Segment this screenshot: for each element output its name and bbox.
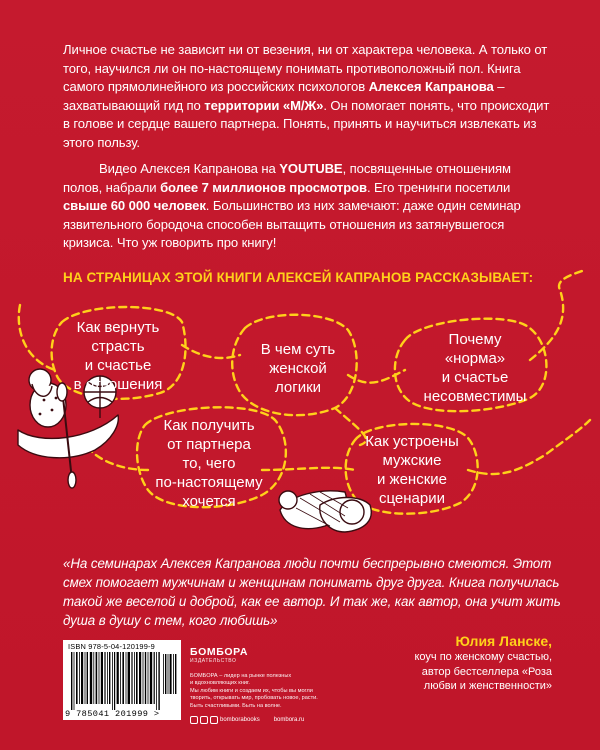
topic-2-line-1: В чем суть	[260, 341, 336, 358]
topic-4-line-3: то, чего	[182, 455, 236, 472]
topic-5-line-3: и женские	[377, 471, 447, 488]
publisher-desc-line-3: Мы любим книги и создаем их, чтобы вы могли	[190, 687, 313, 694]
rower-oar-blade-bottom	[68, 472, 76, 488]
publisher-description	[190, 673, 380, 710]
review-quote: «На семинарах Алексея Капранова люди почти беспрерывно смеются. Этот смех помогает мужчинам и женщинам понимать друг друга. Книга получилась такой же веселой и доброй, как ее автор. И так же, как автор, она учит жить душа в душу с тем, кого любишь»	[63, 556, 561, 628]
publisher-social-handle: bomborabooks	[220, 717, 260, 724]
publisher-logo-sub: ИЗДАТЕЛЬСТВО	[190, 658, 237, 664]
views-bold: более 7 миллионов просмотров	[160, 179, 367, 195]
topic-bubble-5	[352, 432, 472, 508]
youtube-icon	[200, 716, 208, 724]
topics-headline: НА СТРАНИЦАХ ЭТОЙ КНИГИ АЛЕКСЕЙ КАПРАНОВ РАССКАЗЫВАЕТ:	[63, 270, 534, 285]
attendees-bold: свыше 60 000 человек	[63, 198, 206, 213]
barcode-number: 9 785041 201999 >	[65, 709, 160, 719]
topic-bubble-4	[148, 416, 270, 511]
quote-author-bestseller-1: автор бестселлера «Роза	[421, 665, 552, 678]
intro-p1-part-c: – захватывающий гид по	[63, 79, 505, 113]
intro-p1-part-a: Личное счастье не зависит ни от везения, ни от характера человека. А только от того, научился ли он по-настоящему понимать противоположный пол. Книга самого прямолинейного из российских психологов	[63, 42, 548, 94]
territory-bold: территории «М/Ж»	[204, 97, 324, 113]
topic-2-line-3: логики	[274, 379, 322, 396]
topic-2-line-2: женской	[269, 360, 327, 377]
vk-icon	[190, 716, 198, 724]
publisher-website: bombora.ru	[273, 717, 305, 724]
intro-p2-part-c: , посвященные отношениям полов, набрали	[63, 161, 511, 195]
quote-author-role: коуч по женскому счастью,	[414, 651, 552, 663]
topic-5-line-1: Как устроены	[365, 433, 459, 450]
topic-5-line-2: мужские	[382, 452, 442, 469]
topic-1-line-1: Как вернуть	[76, 319, 160, 336]
quote-author-name: Юлия Ланске,	[455, 633, 552, 649]
topic-bubble-2	[248, 340, 348, 397]
isbn-label: ISBN 978-5-04-120199-9	[68, 642, 155, 651]
topic-1-line-3: и счастье	[84, 357, 152, 374]
rower-oar	[62, 388, 72, 480]
quote-author-bestseller-2: любви и женственности»	[423, 680, 552, 692]
publisher-social	[190, 716, 380, 724]
topic-1-line-4: в отношения	[73, 376, 163, 393]
topic-3-line-1: Почему	[448, 331, 502, 348]
topic-3-line-3: и счастье	[441, 369, 509, 386]
topic-bubble-3	[410, 330, 540, 406]
intro-p2-part-g: . Большинство из них замечают: даже один семинар язвительного бородоча способен вытащить отношения из затянувшегося кризиса. Что уж говорить про книгу!	[63, 198, 521, 250]
telegram-icon	[210, 716, 218, 724]
intro-p2-part-e: . Его тренинги посетили	[366, 179, 511, 195]
topic-1-line-2: страсть	[91, 338, 145, 355]
youtube-bold: YOUTUBE	[279, 161, 343, 176]
intro-p2-part-a: Видео Алексея Капранова на	[99, 161, 280, 176]
author-name-bold: Алексея Капранова	[368, 79, 494, 94]
publisher-logo: БОМБОРА	[190, 646, 249, 658]
publisher-block	[190, 647, 380, 724]
publisher-desc-line-4: творить, открывать мир, пробовать новое, расти.	[190, 695, 318, 702]
intro-p1-part-e: . Он помогает понять, что происходит в голове и сердце вашего партнера. Понять, принять и научиться извлекать из этого пользу.	[63, 97, 550, 150]
publisher-desc-line-2: и вдохновляющих книг.	[190, 680, 250, 687]
topic-5-line-4: сценарии	[379, 490, 445, 507]
topic-4-line-4: по-настоящему	[155, 474, 263, 491]
barcode-bars	[63, 640, 181, 720]
topic-3-line-4: несовместимы	[423, 388, 527, 405]
topic-4-line-2: от партнера	[167, 436, 251, 453]
publisher-desc-line-5: Быть счастливыми. Быть на волне.	[190, 702, 282, 709]
barcode	[63, 640, 181, 720]
topic-bubble-1	[64, 318, 172, 394]
topic-3-line-2: «норма»	[444, 350, 506, 367]
topic-4-line-1: Как получить	[163, 417, 255, 434]
publisher-desc-line-1: БОМБОРА – лидер на рынке полезных	[190, 673, 292, 679]
topic-4-line-5: хочется	[182, 493, 236, 510]
sleeper-man-head	[279, 491, 297, 509]
